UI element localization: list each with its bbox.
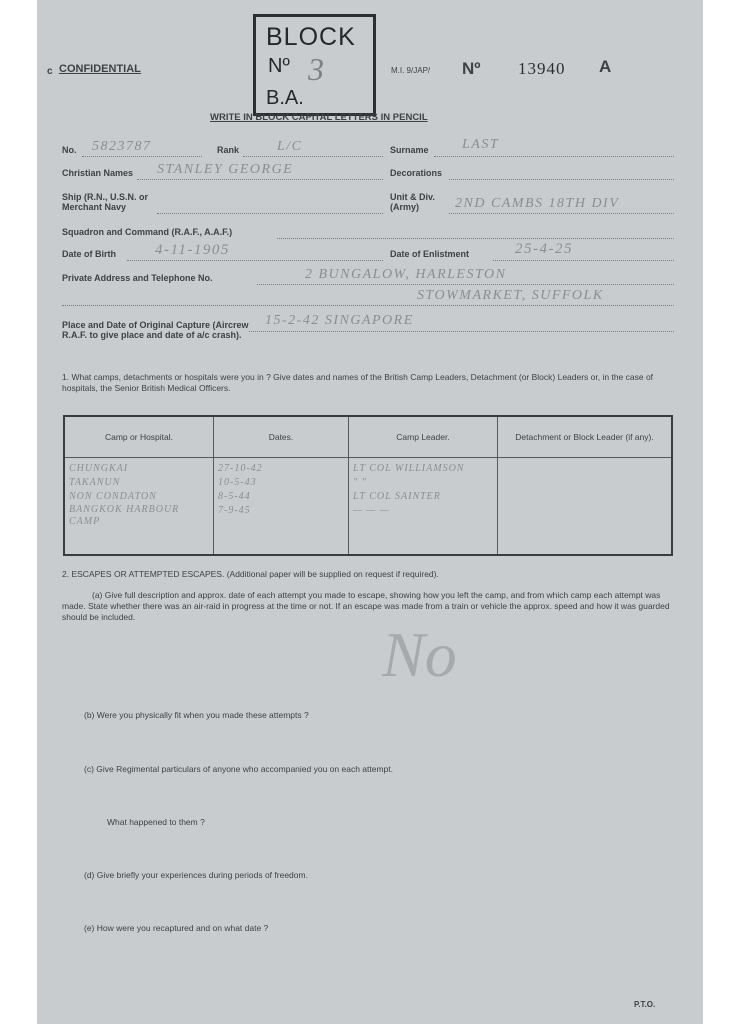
no-field-label: No.: [62, 145, 77, 155]
dob-label: Date of Birth: [62, 249, 116, 259]
address-label: Private Address and Telephone No.: [62, 273, 213, 283]
corner-mark: c: [47, 66, 53, 77]
stamp-ba: B.A.: [266, 87, 304, 109]
squadron-label: Squadron and Command (R.A.F., A.A.F.): [62, 227, 233, 237]
q2a-answer: No: [382, 619, 457, 690]
stamp-number: 3: [308, 51, 324, 87]
rank-value: L/C: [277, 139, 303, 154]
table-header-row: [64, 416, 672, 458]
stamp-block: BLOCK: [266, 23, 356, 51]
camp-leader-cell: LT COL WILLIAMSON " " LT COL SAINTER — — —: [349, 458, 498, 556]
unit-value: 2ND CAMBS 18TH DIV: [455, 196, 620, 211]
address-line-1: 2 BUNGALOW, HARLESTON: [305, 267, 507, 282]
q2d-text: (d) Give briefly your experiences during periods of freedom.: [84, 870, 308, 880]
q2c-followup: What happened to them ?: [107, 817, 205, 827]
q2c-text: (c) Give Regimental particulars of anyone who accompanied you on each attempt.: [84, 764, 393, 774]
no-label: Nº: [462, 59, 481, 78]
surname-value: LAST: [462, 137, 500, 152]
instruction: WRITE IN BLOCK CAPITAL LETTERS IN PENCIL: [210, 112, 428, 123]
col-camp: Camp or Hospital.: [64, 416, 214, 458]
no-field-value: 5823787: [92, 139, 152, 154]
col-detachment-leader: Detachment or Block Leader (if any).: [498, 416, 673, 458]
pto-label: P.T.O.: [634, 1000, 656, 1009]
q2e-text: (e) How were you recaptured and on what date ?: [84, 923, 269, 933]
camp-cell: CHUNGKAI TAKANUN NON CONDATON BANGKOK HARBOUR CAMP: [64, 458, 214, 556]
capture-label: Place and Date of Original Capture (Aircrew R.A.F. to give place and date of a/c crash).: [62, 320, 249, 340]
table-row: [64, 458, 672, 556]
form-number: 13940: [518, 59, 566, 78]
form-page: [37, 0, 703, 1024]
stamp-no: Nº: [268, 55, 290, 77]
dob-value: 4-11-1905: [155, 242, 230, 258]
capture-value: 15-2-42 SINGAPORE: [265, 313, 414, 328]
address-line-2: STOWMARKET, SUFFOLK: [417, 288, 604, 303]
christian-names-value: STANLEY GEORGE: [157, 162, 294, 177]
q2b-text: (b) Were you physically fit when you made these attempts ?: [84, 710, 309, 720]
confidential-label: CONFIDENTIAL: [59, 63, 141, 75]
surname-label: Surname: [390, 145, 429, 155]
enlistment-label: Date of Enlistment: [390, 249, 470, 259]
unit-label: Unit & Div. (Army): [390, 192, 435, 212]
decorations-label: Decorations: [390, 168, 443, 178]
col-camp-leader: Camp Leader.: [349, 416, 498, 458]
block-stamp: [253, 14, 376, 116]
ref-code: M.I. 9/JAP/: [391, 66, 431, 75]
christian-names-label: Christian Names: [62, 168, 134, 178]
q2-heading: 2. ESCAPES OR ATTEMPTED ESCAPES. (Additional paper will be supplied on request if required).: [62, 569, 439, 579]
q1-text: 1. What camps, detachments or hospitals were you in ? Give dates and names of the British Camp Leaders, Detachment (or Block) Leaders or, in the case of hospitals, the Senior British Medical Officers.: [62, 372, 654, 393]
form-suffix: A: [599, 57, 612, 76]
detachment-leader-cell: [498, 458, 673, 556]
ship-label: Ship (R.N., U.S.N. or Merchant Navy: [62, 192, 149, 212]
dates-cell: 27-10-42 10-5-43 8-5-44 7-9-45: [214, 458, 349, 556]
camps-table: [63, 415, 673, 556]
enlistment-value: 25-4-25: [515, 241, 573, 257]
col-dates: Dates.: [214, 416, 349, 458]
q2a-text: (a) Give full description and approx. date of each attempt you made to escape, showing how you left the camp, and from which camp each attempt was made. State whether there was an air-raid in progress at the time or not. If an escape was made from a train or vehicle the approx. speed and how it was guarded should be included.: [62, 590, 670, 622]
rank-label: Rank: [217, 145, 240, 155]
